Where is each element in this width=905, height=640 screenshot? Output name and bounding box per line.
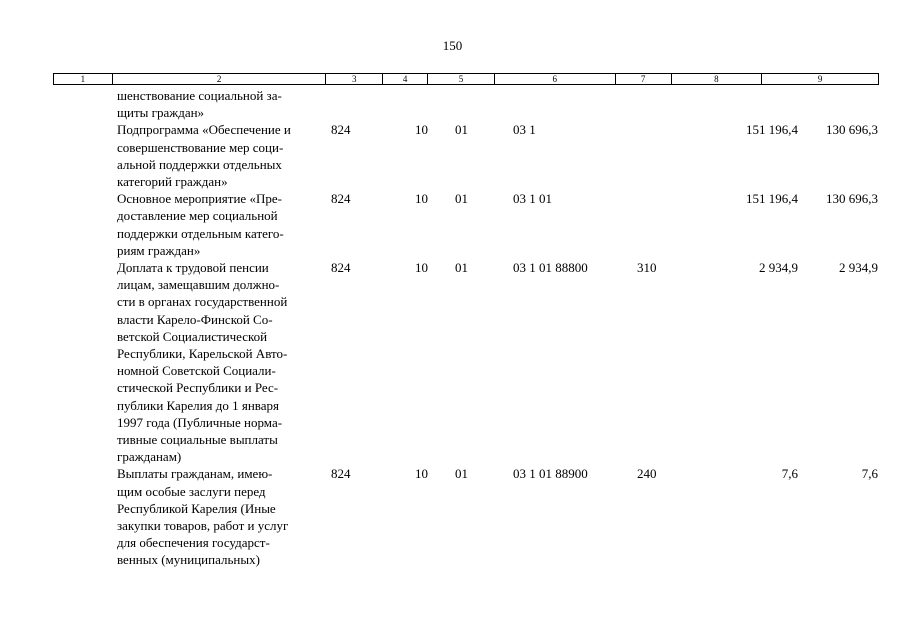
row-expense-type-code xyxy=(637,121,693,190)
row-name-line: стической Республики и Рес- xyxy=(117,380,279,396)
row-target-article-code: 03 1 01 xyxy=(513,191,552,207)
row-name-line: номной Советской Социали- xyxy=(117,363,276,379)
row-name-line: 1997 года (Публичные норма- xyxy=(117,414,283,430)
row-name-line: тивные социальные выплаты xyxy=(117,432,278,448)
row-name-line: Выплаты гражданам, имею- xyxy=(117,466,273,482)
row-amount-year-1: 7,6 xyxy=(781,466,798,482)
header-col-7: 7 xyxy=(616,74,672,84)
row-name-line: Республикой Карелия (Иные xyxy=(117,500,276,516)
row-name-line: доставление мер социальной xyxy=(117,208,278,224)
page-number: 150 xyxy=(442,38,463,53)
row-subsection-code: 01 xyxy=(455,260,468,276)
row-expense-type-code: 310 xyxy=(637,260,657,276)
row-name-line: власти Карело-Финской Со- xyxy=(117,311,273,327)
row-section-code: 10 xyxy=(415,466,428,482)
row-amount-year-1: 151 196,4 xyxy=(746,122,798,138)
row-name xyxy=(53,259,331,465)
row-expense-type-code: 240 xyxy=(637,466,657,482)
row-target-article-code: 03 1 xyxy=(513,122,536,138)
row-expense-type-code xyxy=(637,87,693,121)
row-section-code xyxy=(415,87,455,121)
row-name-line: гражданам) xyxy=(117,449,182,465)
row-section-code: 10 xyxy=(415,260,428,276)
row-name-line: ветской Социалистической xyxy=(117,328,268,344)
row-name-line: Республики, Карельской Авто- xyxy=(117,346,288,362)
row-target-article-code xyxy=(513,87,637,121)
row-name-line: альной поддержки отдельных xyxy=(117,156,282,172)
header-col-2: 2 xyxy=(113,74,326,84)
row-name-line: щим особые заслуги перед xyxy=(117,483,266,499)
row-amount-year-1: 2 934,9 xyxy=(759,260,798,276)
row-admin-code: 824 xyxy=(331,260,351,276)
header-col-8: 8 xyxy=(672,74,763,84)
header-col-4: 4 xyxy=(383,74,428,84)
header-col-1: 1 xyxy=(54,74,113,84)
row-subsection-code: 01 xyxy=(455,122,468,138)
row-admin-code xyxy=(331,87,415,121)
table-row xyxy=(53,465,879,568)
row-name-line: риям граждан» xyxy=(117,242,201,258)
row-admin-code: 824 xyxy=(331,466,351,482)
header-col-5: 5 xyxy=(428,74,495,84)
table-row xyxy=(53,190,879,259)
row-section-code: 10 xyxy=(415,122,428,138)
row-name xyxy=(53,465,331,568)
row-name-line: шенствование социальной за- xyxy=(117,88,282,103)
row-name-line: для обеспечения государст- xyxy=(117,535,270,551)
row-name-line: венных (муниципальных) xyxy=(117,552,260,568)
table-row xyxy=(53,87,879,121)
table-row xyxy=(53,121,879,190)
row-name-line: закупки товаров, работ и услуг xyxy=(117,518,289,534)
row-name xyxy=(53,121,331,190)
row-name-line: поддержки отдельным катего- xyxy=(117,225,284,241)
row-subsection-code: 01 xyxy=(455,191,468,207)
row-subsection-code xyxy=(455,87,513,121)
header-col-9: 9 xyxy=(817,74,823,84)
row-name-line: совершенствование мер соци- xyxy=(117,139,284,155)
row-amount-year-1 xyxy=(693,87,798,121)
row-name xyxy=(53,190,331,259)
row-name-line: щиты граждан» xyxy=(117,105,205,121)
table-row xyxy=(53,259,879,465)
table-body xyxy=(53,87,879,569)
table-header-row xyxy=(53,73,879,85)
row-expense-type-code xyxy=(637,190,693,259)
row-subsection-code: 01 xyxy=(455,466,468,482)
row-admin-code: 824 xyxy=(331,122,351,138)
row-name-line: категорий граждан» xyxy=(117,174,228,190)
row-name-line: публики Карелия до 1 января xyxy=(117,397,280,413)
row-admin-code: 824 xyxy=(331,191,351,207)
header-col-6: 6 xyxy=(495,74,616,84)
row-amount-year-2 xyxy=(798,87,878,121)
row-section-code: 10 xyxy=(415,191,428,207)
row-name-line: Подпрограмма «Обеспечение и xyxy=(117,122,291,138)
row-target-article-code: 03 1 01 88800 xyxy=(513,260,588,276)
row-amount-year-2: 2 934,9 xyxy=(839,260,878,276)
row-amount-year-2: 130 696,3 xyxy=(826,122,878,138)
row-name xyxy=(53,87,331,121)
row-name-line: Основное мероприятие «Пре- xyxy=(117,191,282,207)
header-col-3: 3 xyxy=(326,74,383,84)
row-name-line: сти в органах государственной xyxy=(117,294,288,310)
row-name-line: Доплата к трудовой пенсии xyxy=(117,260,269,276)
row-amount-year-2: 7,6 xyxy=(861,466,878,482)
row-amount-year-1: 151 196,4 xyxy=(746,191,798,207)
row-name-line: лицам, замещавшим должно- xyxy=(117,277,280,293)
row-target-article-code: 03 1 01 88900 xyxy=(513,466,588,482)
row-amount-year-2: 130 696,3 xyxy=(826,191,878,207)
